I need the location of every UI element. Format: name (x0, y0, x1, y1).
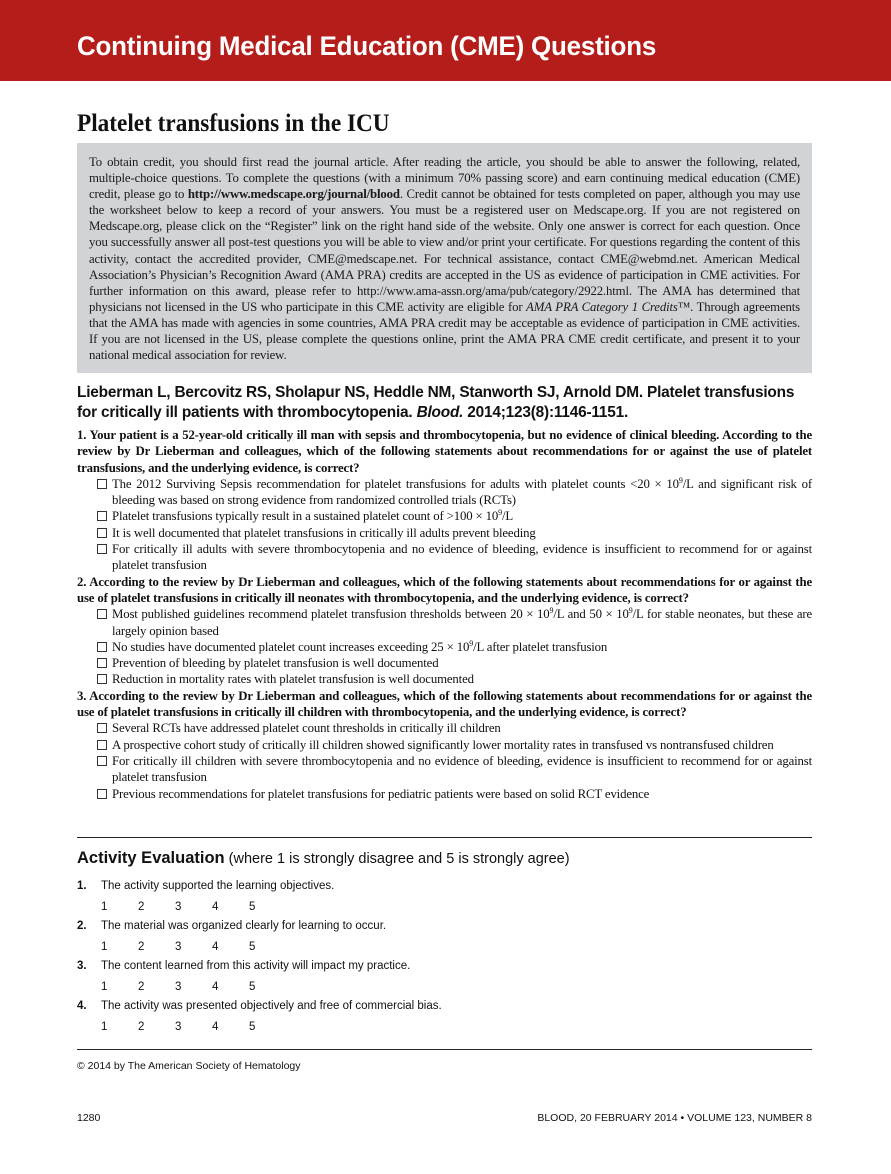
question-stem: 2. According to the review by Dr Lieberman and colleagues, which of the following statements about recommendations for or against the use of platelet transfusions in critically ill neonates with thrombocytopenia, and the underlying evidence, is correct? (77, 574, 812, 605)
answer-option[interactable]: Reduction in mortality rates with platelet transfusion is well documented (77, 671, 812, 687)
rating-option-4[interactable]: 4 (212, 901, 219, 913)
answer-option[interactable]: No studies have documented platelet count increases exceeding $25 \times 10^9/L$ after platelet transfusion (77, 639, 812, 655)
footer-divider (77, 1049, 812, 1050)
rating-option-5[interactable]: 5 (249, 941, 256, 953)
checkbox-icon[interactable] (97, 658, 107, 668)
answer-option[interactable]: The 2012 Surviving Sepsis recommendation for platelet transfusions for adults with platelet counts $<20 \times 10^9/L$ and significant risk of bleeding was based on strong evidence from randomized controlled trials (RCTs) (77, 476, 812, 509)
checkbox-icon[interactable] (97, 723, 107, 733)
answer-option[interactable]: For critically ill children with severe thrombocytopenia and no evidence of bleeding, evidence is insufficient to recommend for or against platelet transfusion (77, 753, 812, 786)
checkbox-icon[interactable] (97, 528, 107, 538)
article-citation: Lieberman L, Bercovitz RS, Sholapur NS, Heddle NM, Stanworth SJ, Arnold DM. Platelet transfusions for critically ill patients with thrombocytopenia. Blood. 2014;123(8):1146-1151. (77, 384, 795, 421)
checkbox-icon[interactable] (97, 756, 107, 766)
rating-option-5[interactable]: 5 (249, 1021, 256, 1033)
evaluation-heading: Activity Evaluation (where 1 is strongly disagree and 5 is strongly agree) (77, 849, 570, 867)
answer-option[interactable]: For critically ill adults with severe thrombocytopenia and no evidence of bleeding, evidence is insufficient to recommend for or against platelet transfusion (77, 541, 812, 574)
answer-option[interactable]: Previous recommendations for platelet transfusions for pediatric patients were based on solid RCT evidence (77, 786, 812, 802)
question-3 (77, 688, 812, 802)
instructions-box (77, 143, 812, 373)
question-list (77, 427, 812, 802)
checkbox-icon[interactable] (97, 544, 107, 554)
medscape-link[interactable]: http://www.medscape.org/journal/blood (187, 187, 400, 202)
copyright-notice: © 2014 by The American Society of Hematology (77, 1060, 301, 1072)
rating-option-4[interactable]: 4 (212, 981, 219, 993)
rating-option-5[interactable]: 5 (249, 901, 256, 913)
rating-option-3[interactable]: 3 (175, 901, 182, 913)
checkbox-icon[interactable] (97, 479, 107, 489)
checkbox-icon[interactable] (97, 740, 107, 750)
answer-option[interactable]: Most published guidelines recommend platelet transfusion thresholds between $20 \times 10^9/L$ and $50 \times 10^9/L$ for stable neonates, but these are largely opinion based (77, 606, 812, 639)
rating-option-1[interactable]: 1 (101, 981, 108, 993)
checkbox-icon[interactable] (97, 674, 107, 684)
answer-option[interactable]: Several RCTs have addressed platelet count thresholds in critically ill children (77, 720, 812, 736)
rating-option-3[interactable]: 3 (175, 1021, 182, 1033)
rating-option-1[interactable]: 1 (101, 901, 108, 913)
page-number: 1280 (77, 1112, 101, 1124)
section-divider (77, 837, 812, 838)
rating-option-5[interactable]: 5 (249, 981, 256, 993)
question-1 (77, 427, 812, 574)
answer-option[interactable]: It is well documented that platelet transfusions in critically ill adults prevent bleeding (77, 525, 812, 541)
rating-option-2[interactable]: 2 (138, 1021, 145, 1033)
banner-title: Continuing Medical Education (CME) Questions (77, 31, 657, 61)
rating-option-2[interactable]: 2 (138, 901, 145, 913)
rating-option-4[interactable]: 4 (212, 1021, 219, 1033)
question-stem: 1. Your patient is a 52-year-old critically ill man with sepsis and thrombocytopenia, but no evidence of clinical bleeding. According to the review by Dr Lieberman and colleagues, which of the following statements about recommendations for or against the use of platelet transfusions, and the underlying evidence, is correct? (77, 428, 812, 475)
rating-option-3[interactable]: 3 (175, 981, 182, 993)
rating-option-3[interactable]: 3 (175, 941, 182, 953)
rating-option-2[interactable]: 2 (138, 981, 145, 993)
page-title: Platelet transfusions in the ICU (77, 110, 390, 137)
rating-option-2[interactable]: 2 (138, 941, 145, 953)
checkbox-icon[interactable] (97, 789, 107, 799)
checkbox-icon[interactable] (97, 511, 107, 521)
instructions-text: To obtain credit, you should first read the journal article. After reading the article, you should be able to answer the following, related, multiple-choice questions. To complete the questions (with a minimum 70% passing score) and earn continuing medical education (CME) credit, please go to http://www.medscape.org/journal/blood. Credit cannot be obtained for tests completed on paper, although you may use the worksheet below to keep a record of your answers. You must be a registered user on Medscape.org. If you are not registered on Medscape.org, please click on the “Register” link on the right hand side of the website. Only one answer is correct for each question. Once you successfully answer all post-test questions you will be able to view and/or print your certificate. For questions regarding the content of this activity, contact the accredited provider, CME@medscape.net. For technical assistance, contact CME@webmd.net. American Medical Association’s Physician’s Recognition Award (AMA PRA) credits are accepted in the US as evidence of participation in CME activities. For further information on this award, please refer to http://www.ama-assn.org/ama/pub/category/2922.html. The AMA has determined that physicians not licensed in the US who participate in this CME activity are eligible for AMA PRA Category 1 Credits™. Through agreements that the AMA has made with agencies in some countries, AMA PRA credit may be acceptable as evidence of participation in CME activities. If you are not licensed in the US, please complete the questions online, print the AMA PRA CME credit certificate, and present it to your national medical association for review. (89, 155, 800, 363)
rating-option-4[interactable]: 4 (212, 941, 219, 953)
header-banner (0, 0, 891, 81)
journal-issue-info: BLOOD, 20 FEBRUARY 2014 • VOLUME 123, NUMBER 8 (537, 1112, 812, 1124)
checkbox-icon[interactable] (97, 609, 107, 619)
question-stem: 3. According to the review by Dr Lieberman and colleagues, which of the following statements about recommendations for or against the use of platelet transfusions in critically ill children with thrombocytopenia, and the underlying evidence, is correct? (77, 688, 812, 720)
answer-option[interactable]: Prevention of bleeding by platelet transfusion is well documented (77, 655, 812, 671)
answer-option[interactable]: Platelet transfusions typically result in a sustained platelet count of $>100 \times 10^9/L$ (77, 508, 812, 524)
rating-option-1[interactable]: 1 (101, 941, 108, 953)
rating-option-1[interactable]: 1 (101, 1021, 108, 1033)
answer-option[interactable]: A prospective cohort study of critically ill children showed significantly lower mortality rates in transfused vs nontransfused children (77, 737, 812, 753)
question-2 (77, 574, 812, 688)
journal-name: Blood. (416, 404, 464, 421)
checkbox-icon[interactable] (97, 642, 107, 652)
